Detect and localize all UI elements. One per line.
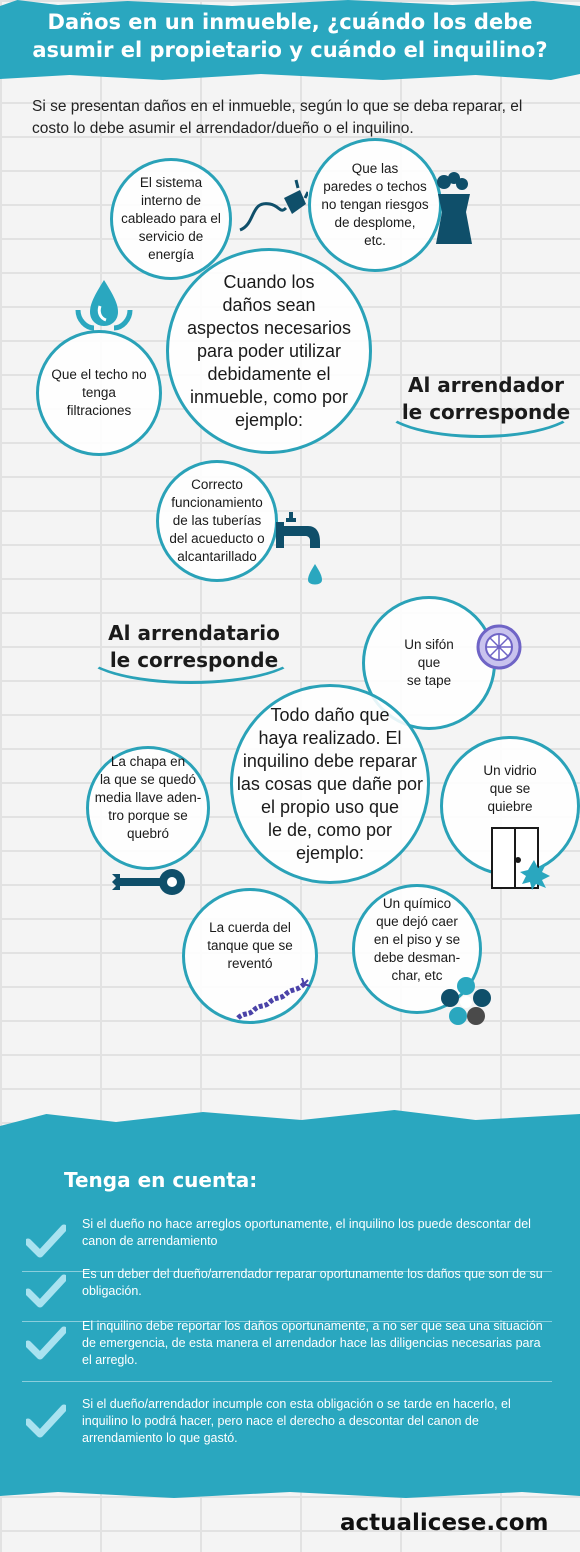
check-icon <box>26 1224 66 1258</box>
walls-circle <box>308 138 442 272</box>
text-line: reventó <box>227 956 273 971</box>
check-icon <box>26 1404 66 1438</box>
text-line: tenga <box>82 385 116 400</box>
chemical-text <box>374 895 460 985</box>
tenant-center-circle <box>230 684 430 884</box>
lock-text <box>95 753 202 843</box>
note-item <box>22 1216 552 1272</box>
roof-circle <box>36 330 162 456</box>
text-line: para poder utilizar <box>196 340 342 361</box>
text-line: el propio uso que <box>260 796 400 817</box>
text-line: le de, como por <box>267 819 393 840</box>
text-line: El sistema <box>139 175 203 190</box>
text-line: daños sean <box>222 294 316 315</box>
text-line: energía <box>148 247 194 262</box>
walls-text <box>321 160 428 250</box>
text-line: quebró <box>126 826 170 841</box>
note-text: Si el dueño no hace arreglos oportunamente, el inquilino los puede descontar del canon de arrendamiento <box>82 1217 531 1248</box>
site-logo[interactable]: actualicese.com <box>340 1510 549 1536</box>
text-line: inquilino debe reparar <box>242 750 418 771</box>
text-line: servicio de <box>138 229 204 244</box>
tenant-heading-arc <box>82 620 300 684</box>
tenant-heading-line-2: le corresponde <box>109 648 279 672</box>
text-line: La chapa en <box>110 754 186 769</box>
intro-text: Si se presentan daños en el inmueble, según lo que se deba reparar, el costo lo debe asumir el arrendador/dueño o el inquilino. <box>32 98 523 137</box>
text-line: interno de <box>140 193 202 208</box>
text-line: debidamente el <box>207 363 331 384</box>
text-line: quiebre <box>487 799 533 814</box>
text-line: no tengan riesgos <box>321 197 429 212</box>
text-line: en el piso y se <box>373 932 461 947</box>
text-line: etc. <box>364 233 386 248</box>
text-line: alcantarillado <box>177 549 257 564</box>
text-line: filtraciones <box>66 403 132 418</box>
text-line: las cosas que dañe por <box>236 773 424 794</box>
rope-text <box>207 919 293 973</box>
text-line: que se <box>489 781 531 796</box>
faucet-icon <box>272 508 328 592</box>
text-line: Que las <box>351 161 399 176</box>
text-line: debe desman- <box>373 950 461 965</box>
title-line-1: Daños en un inmueble, ¿cuándo los debe <box>47 10 533 34</box>
text-line: Un vidrio <box>483 763 537 778</box>
tower-icon <box>430 172 480 246</box>
text-line: funcionamiento <box>171 495 263 510</box>
pipes-text <box>169 476 264 566</box>
text-line: Correcto <box>191 477 243 492</box>
text-line: paredes o techos <box>323 179 427 194</box>
siphon-text <box>404 636 454 690</box>
broken-window-icon <box>488 826 554 892</box>
lock-circle <box>86 746 210 870</box>
chemical-icon <box>440 976 492 1028</box>
text-line: ejemplo: <box>295 842 365 863</box>
note-text: Es un deber del dueño/arrendador reparar oportunamente los daños que son de su obligación. <box>82 1267 543 1298</box>
title-line-2: asumir el propietario y cuándo el inquilino? <box>32 38 548 62</box>
text-line: Todo daño que <box>270 704 390 725</box>
glass-text <box>483 762 536 816</box>
text-line: tanque que se <box>207 938 293 953</box>
water-drop-icon <box>72 276 136 336</box>
text-line: char, etc <box>391 968 443 983</box>
text-line: aspectos necesarios <box>186 317 352 338</box>
page-title <box>20 8 560 64</box>
note-item <box>22 1266 552 1322</box>
text-line: Un sifón <box>404 637 454 652</box>
text-line: de desplome, <box>334 215 416 230</box>
roof-text <box>51 366 146 420</box>
text-line: se tape <box>406 673 452 688</box>
text-line: inmueble, como por <box>189 386 349 407</box>
check-icon <box>26 1274 66 1308</box>
text-line: ejemplo: <box>234 409 304 430</box>
wiring-text <box>121 174 221 264</box>
tenant-heading-line-1: Al arrendatario <box>108 621 280 645</box>
pipes-circle <box>156 460 278 582</box>
text-line: Cuando los <box>223 271 315 292</box>
text-line: que <box>417 655 441 670</box>
text-line: Un químico <box>382 896 452 911</box>
landlord-center-circle <box>166 248 372 454</box>
wiring-circle <box>110 158 232 280</box>
text-line: La cuerda del <box>209 920 291 935</box>
text-line: la que se quedó <box>99 772 197 787</box>
tenant-center-text <box>237 704 423 865</box>
landlord-heading-arc <box>380 372 580 438</box>
drain-icon <box>474 622 524 672</box>
landlord-heading-line-2: le corresponde <box>401 400 571 424</box>
text-line: Que el techo no <box>51 367 147 382</box>
plug-icon <box>236 174 308 234</box>
landlord-center-text <box>187 271 351 432</box>
text-line: haya realizado. El <box>258 727 402 748</box>
text-line: media llave aden- <box>94 790 202 805</box>
note-item <box>22 1396 552 1460</box>
text-line: de las tuberías <box>172 513 262 528</box>
key-icon <box>108 866 188 898</box>
text-line: que dejó caer <box>376 914 458 929</box>
rope-icon <box>234 978 310 1024</box>
text-line: del acueducto o <box>169 531 265 546</box>
note-text: El inquilino debe reportar los daños oportunamente, a no ser que sea una situación de emergencia, de esta manera el arrendador hace las diligencias necesarias para el arreglo. <box>82 1319 543 1367</box>
text-line: tro porque se <box>108 808 188 823</box>
landlord-heading-line-1: Al arrendador <box>407 373 565 397</box>
check-icon <box>26 1326 66 1360</box>
notes-title: Tenga en cuenta: <box>64 1168 258 1192</box>
note-item <box>22 1318 552 1382</box>
text-line: cableado para el <box>121 211 221 226</box>
note-text: Si el dueño/arrendador incumple con esta obligación o se tarde en hacerlo, el inquilino lo podrá hacer, pero nace el derecho a descontar del canon de arrendamiento lo que gastó. <box>82 1397 511 1445</box>
